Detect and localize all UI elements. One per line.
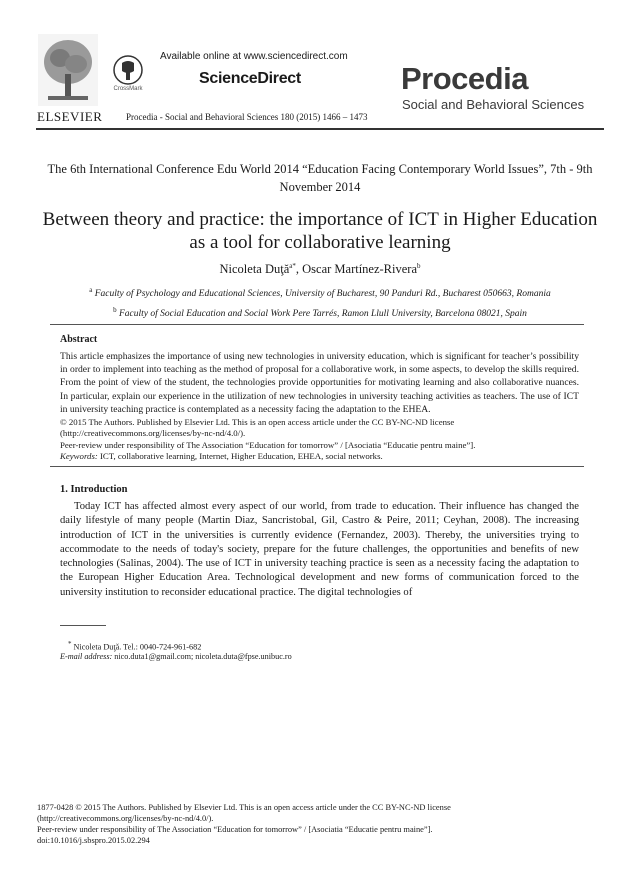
journal-citation: Procedia - Social and Behavioral Sciences 180 (2015) 1466 – 1473: [126, 112, 368, 122]
introduction-heading: 1. Introduction: [60, 484, 128, 495]
footer-license-link[interactable]: (http://creativecommons.org/licenses/by-nc-nd/4.0/).: [37, 814, 214, 823]
footnote-mark: *: [68, 640, 72, 648]
abstract-body: This article emphasizes the importance of using new technologies in university education, which is significant for teacher’s possibility in order to implement into teaching as the method of proposal for a collaborative work, in some aspects, to develop the skills required. From the point of view of the student, the technologies provide opportunities for motivating learning and also collaborative nuances. In particular, explain our experience in the utilization of new technologies in university teaching activities as teachers. The use of ICT in university teaching practice is contemplated as a necessity facing the adaptation to the EHEA.: [60, 351, 579, 415]
introduction-body: Today ICT has affected almost every aspect of our world, from trade to education. Their influence has changed the daily lifestyle of many people (Martin Diaz, Sancristobal, Gil, Castro & Peire, 2011; Ceyhan, 2008). The increasing introduction of ICT in the universities is currently evidence (Fernandez, 2003). Thereby, the universities trying to accommodate to the needs of today's society, prepare for the future challenges, the opportunities and benefits of new technologies (Salinas, 2004). The use of ICT in university teaching practice is seen as a necessity facing the adaptation to the European Higher Education Area. Technological development and new forms of communication forced to the university institution to reconsider educational practice. The digital technologies of: [60, 501, 579, 598]
copyright-notice: © 2015 The Authors. Published by Elsevier Ltd. This is an open access article under the CC BY-NC-ND license: [60, 417, 455, 427]
author-separator: ,: [295, 262, 303, 277]
available-online-text: Available online at www.sciencedirect.com: [160, 51, 348, 62]
email-label: E-mail address:: [60, 652, 113, 661]
footnote-email: [60, 652, 292, 661]
sciencedirect-wordmark: ScienceDirect: [199, 70, 301, 87]
keywords-label: Keywords:: [60, 450, 98, 461]
keywords: [60, 451, 579, 462]
author-list: [40, 262, 600, 277]
affiliation-a-mark: a: [89, 286, 93, 294]
procedia-wordmark: Procedia: [401, 61, 528, 96]
footer-issn-copyright: 1877-0428 © 2015 The Authors. Published by Elsevier Ltd. This is an open access article under the CC BY-NC-ND license: [37, 803, 451, 812]
author-2-superscript: b: [417, 262, 421, 270]
affiliation-a-text: Faculty of Psychology and Educational Sciences, University of Bucharest, 90 Panduri Rd., Bucharest 050663, Romania: [94, 289, 551, 300]
page-footer: [37, 802, 607, 846]
footnote-author: [68, 640, 201, 652]
peer-review-notice: Peer-review under responsibility of The Association “Education for tomorrow” / [Asociatia “Educatie pentru maine”].: [60, 439, 476, 450]
procedia-subtitle: Social and Behavioral Sciences: [402, 97, 585, 112]
footer-doi[interactable]: doi:10.1016/j.sbspro.2015.02.294: [37, 836, 150, 845]
elsevier-tree-logo-icon: [38, 34, 98, 106]
conference-name: The 6th International Conference Edu World 2014 “Education Facing Contemporary World Issues”, 7th - 9th November 2014: [47, 162, 593, 194]
abstract-bottom-divider: [50, 466, 584, 467]
footnote-author-text: Nicoleta Duţă. Tel.: 0040-724-961-682: [71, 642, 202, 652]
email-addresses[interactable]: nico.duta1@gmail.com; nicoleta.duta@fpse.unibuc.ro: [112, 652, 292, 661]
author-2: Oscar Martínez-Rivera: [302, 262, 417, 277]
abstract-meta: [60, 417, 579, 462]
crossmark-icon[interactable]: [113, 55, 143, 85]
affiliation-b-text: Faculty of Social Education and Social Work Pere Tarrés, Ramon Llull University, Barcelona 08021, Spain: [119, 309, 527, 320]
author-1: Nicoleta Duţă: [219, 262, 290, 277]
paper-title: Between theory and practice: the importance of ICT in Higher Education as a tool for collaborative learning: [42, 209, 598, 253]
affiliation-a: [40, 286, 600, 299]
footer-peer-review: Peer-review under responsibility of The Association “Education for tomorrow” / [Asociatia “Educatie pentru maine”].: [37, 825, 433, 834]
affiliation-b-mark: b: [113, 306, 117, 314]
abstract-heading: Abstract: [60, 334, 98, 345]
affiliation-b: [40, 306, 600, 319]
author-1-superscript: a*: [289, 262, 296, 270]
license-link[interactable]: (http://creativecommons.org/licenses/by-nc-nd/4.0/).: [60, 428, 246, 439]
header-divider: [36, 128, 604, 130]
footnote-divider: [60, 625, 106, 626]
elsevier-wordmark: ELSEVIER: [37, 109, 103, 124]
keywords-list: ICT, collaborative learning, Internet, Higher Education, EHEA, social networks.: [97, 450, 383, 461]
journal-header: [0, 0, 638, 130]
abstract-top-divider: [50, 324, 584, 325]
crossmark-label: CrossMark: [113, 86, 143, 92]
